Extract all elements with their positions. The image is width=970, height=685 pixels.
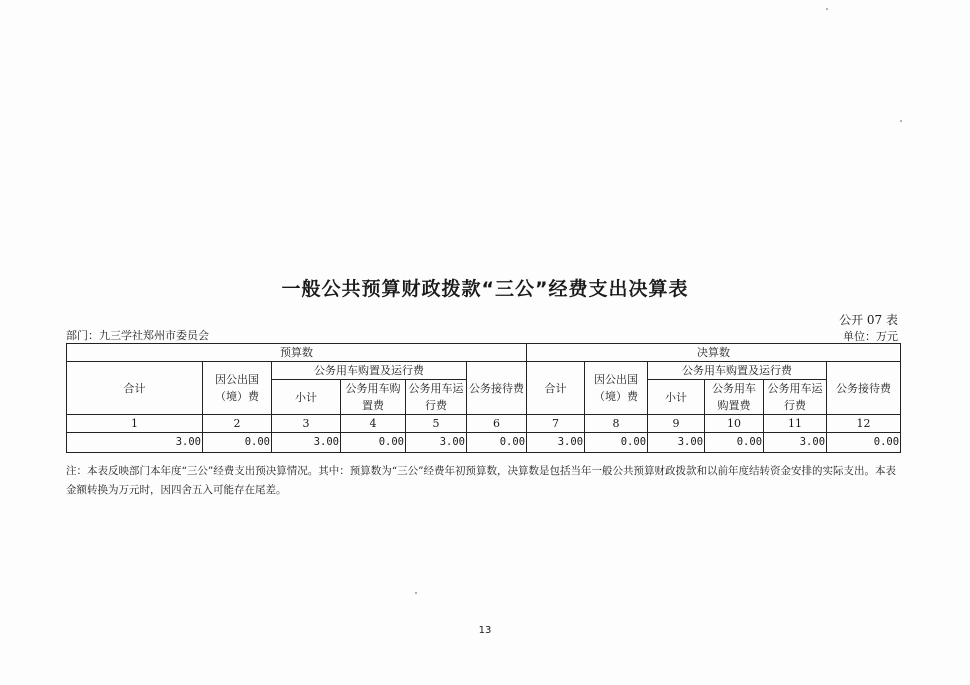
final-abroad-value: 0.00: [585, 433, 648, 453]
final-abroad-header: 因公出国（境）费: [585, 362, 648, 415]
final-reception-value: 0.00: [827, 433, 901, 453]
final-vehicle-header: 公务用车购置及运行费: [648, 362, 827, 380]
col-number: 12: [827, 415, 901, 433]
budget-total-value: 3.00: [67, 433, 203, 453]
budget-running-header: 公务用车运行费: [406, 380, 467, 415]
final-purchase-value: 0.00: [705, 433, 764, 453]
table-code: 公开 07 表: [839, 313, 898, 327]
budget-abroad-header: 因公出国（境）费: [203, 362, 272, 415]
final-subtotal-value: 3.00: [648, 433, 705, 453]
department-label: 部门：九三学社郑州市委员会: [66, 329, 209, 342]
budget-purchase-value: 0.00: [341, 433, 406, 453]
budget-total-header: 合计: [67, 362, 203, 415]
budget-purchase-header: 公务用车购置费: [341, 380, 406, 415]
budget-subtotal-header: 小计: [272, 380, 341, 415]
expense-table: [66, 343, 900, 453]
final-running-header: 公务用车运行费: [764, 380, 827, 415]
col-number: 1: [67, 415, 203, 433]
final-total-value: 3.00: [527, 433, 585, 453]
col-number: 8: [585, 415, 648, 433]
final-running-value: 3.00: [764, 433, 827, 453]
budget-vehicle-header: 公务用车购置及运行费: [272, 362, 467, 380]
table-row: [67, 433, 901, 453]
col-number: 6: [467, 415, 527, 433]
col-number: 7: [527, 415, 585, 433]
col-number: 10: [705, 415, 764, 433]
col-number: 2: [203, 415, 272, 433]
budget-abroad-value: 0.00: [203, 433, 272, 453]
budget-reception-value: 0.00: [467, 433, 527, 453]
final-reception-header: 公务接待费: [827, 362, 901, 415]
col-number: 11: [764, 415, 827, 433]
col-number: 5: [406, 415, 467, 433]
final-total-header: 合计: [527, 362, 585, 415]
col-number: 4: [341, 415, 406, 433]
budget-running-value: 3.00: [406, 433, 467, 453]
final-group-header: 决算数: [527, 344, 901, 362]
header-row: [67, 362, 901, 380]
table-note: 注：本表反映部门本年度“三公”经费支出预决算情况。其中：预算数为“三公”经费年初预算数，决算数是包括当年一般公共预算财政拨款和以前年度结转资金安排的实际支出。本表金额转换为万元时，因四舍五入可能存在尾差。: [66, 465, 896, 496]
column-number-row: [67, 415, 901, 433]
final-purchase-header: 公务用车购置费: [705, 380, 764, 415]
col-number: 3: [272, 415, 341, 433]
final-subtotal-header: 小计: [648, 380, 705, 415]
page-title: 一般公共预算财政拨款“三公”经费支出决算表: [281, 278, 689, 300]
unit-label: 单位：万元: [843, 330, 898, 343]
group-header-row: [67, 344, 901, 362]
page-number: 13: [478, 625, 492, 636]
budget-subtotal-value: 3.00: [272, 433, 341, 453]
budget-reception-header: 公务接待费: [467, 362, 527, 415]
col-number: 9: [648, 415, 705, 433]
budget-group-header: 预算数: [67, 344, 527, 362]
